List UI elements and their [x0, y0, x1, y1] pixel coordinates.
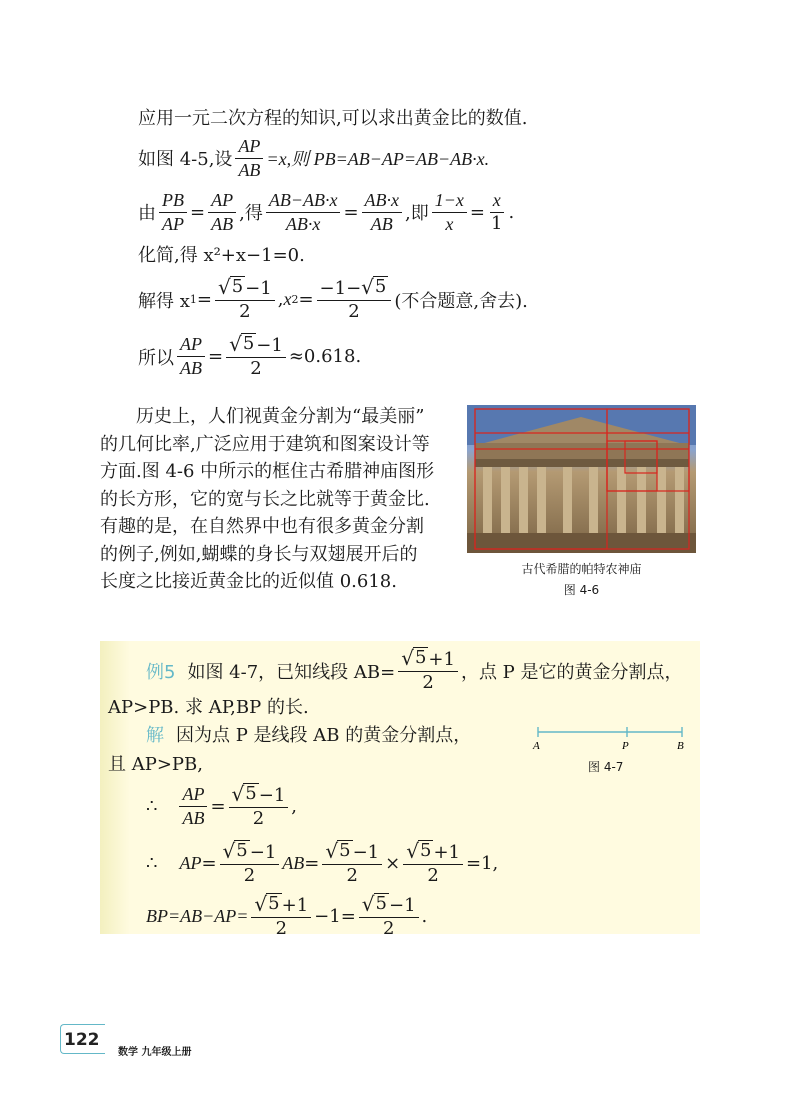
solution-line-2 — [108, 750, 203, 776]
line2-prefix: 如图 4-5,设 — [138, 149, 233, 171]
golden-ratio-fraction-5: √ 5 −1 2 — [359, 893, 419, 940]
solution-line-2-text: 且 AP>PB, — [108, 754, 203, 775]
example-question-line-2 — [108, 693, 309, 719]
example-label: 例5 — [146, 661, 176, 683]
line6-prefix: 所以 — [138, 347, 174, 369]
question-part-1: 如图 4-7，已知线段 AB= — [187, 661, 396, 683]
therefore-symbol: ∴ — [146, 853, 158, 875]
root-x2: −1− √ 5 2 — [317, 276, 392, 323]
ab-length-fraction: √ 5 +1 2 — [398, 647, 458, 694]
fraction-pb-ap: $\frac{PB}{AP}$ — [159, 190, 187, 234]
question-part-2: ，点 P 是它的黄金分割点， — [460, 661, 683, 683]
derivation-line-6: 所以 $\frac{AP}{AB}$ = √ 5 −1 2 ≈0.618. — [138, 331, 362, 380]
book-title: 数学 九年级上册 — [118, 1047, 192, 1058]
history-line: 有趣的是，在自然界中也有很多黄金分割 — [100, 516, 424, 537]
solution-line-1 — [146, 721, 471, 747]
solution-line-1-text: 因为点 P 是线段 AB 的黄金分割点， — [176, 725, 472, 746]
therefore-symbol: ∴ — [146, 796, 158, 818]
line4-text: 化简,得 x²+x−1=0. — [138, 245, 305, 266]
fraction-x-1: $\frac{x}{1}$ — [491, 190, 503, 234]
figure-4-6-label: 图 4-6 — [563, 583, 600, 597]
line5-prefix: 解得 x — [138, 290, 190, 312]
fraction-abx-ab: $\frac{AB\cdot x}{AB}$ — [362, 190, 402, 234]
history-paragraph — [100, 403, 450, 596]
parthenon-illustration — [467, 405, 696, 553]
fraction-ap-ab: $\frac{AP}{AB}$ — [235, 136, 263, 180]
page-number: 122 — [64, 1030, 100, 1050]
golden-ratio-fraction-4: √ 5 −1 2 — [322, 840, 382, 887]
derivation-line-4 — [138, 241, 305, 267]
history-line: 的长方形，它的宽与长之比就等于黄金比. — [100, 488, 430, 510]
line3-prefix: 由 — [138, 203, 156, 225]
history-line: 历史上，人们视黄金分割为“最美丽” — [136, 406, 425, 427]
history-line: 方面.图 4-6 中所示的框住古希腊神庙图形 — [100, 461, 435, 482]
solution-step-3: BP=AB−AP= √ 5 +1 2 −1= √ 5 −1 2 . — [146, 891, 428, 940]
photo-caption: 古代希腊的帕特农神庙 — [521, 562, 642, 576]
derivation-line-2 — [138, 136, 489, 180]
golden-ratio-fraction-3: √ 5 −1 2 — [220, 840, 280, 887]
derivation-line-3: 由 $\frac{PB}{AP}$ = $\frac{AP}{AB}$ ,得 $\frac{AB-AB\cdot x}{AB\cdot x}$ = $\frac{AB\cdot x}{AB}$ ,即 $\frac{1-x}{x}$ = $\frac{x}{1}$ . — [138, 190, 515, 234]
line6-result: ≈0.618. — [288, 346, 362, 368]
history-line: 的几何比率,广泛应用于建筑和图案设计等 — [100, 433, 430, 455]
segment-ab-figure — [530, 724, 690, 754]
point-a-label: A — [533, 740, 540, 752]
ab-length-fraction-2: √ 5 +1 2 — [403, 840, 463, 887]
line2-equation: =x,则 PB=AB−AP=AB−AB·x. — [266, 149, 490, 170]
fraction-1mx-x: $\frac{1-x}{x}$ — [432, 190, 467, 234]
figure-4-7-label: 图 4-7 — [588, 760, 624, 774]
parthenon-photo — [467, 405, 696, 553]
line5-note: (不合题意,舍去). — [394, 290, 528, 312]
golden-ratio-fraction: √ 5 −1 2 — [226, 333, 286, 380]
ab-length-fraction-3: √ 5 +1 2 — [251, 893, 311, 940]
example-question-line-1 — [146, 647, 683, 694]
history-line: 的例子,例如,蝴蝶的身长与双翅展开后的 — [100, 543, 418, 565]
fraction-ap-ab-2: $\frac{AP}{AB}$ — [208, 190, 236, 234]
solution-label: 解 — [146, 725, 164, 746]
fraction-ap-ab-3: $\frac{AP}{AB}$ — [177, 334, 205, 378]
history-line: 长度之比接近黄金比的近似值 0.618. — [100, 571, 397, 592]
derivation-line-5: 解得 x 1 = √ 5 −1 2 , x 2 = −1− √ 5 2 (不合题意,舍去). — [138, 274, 528, 323]
solution-step-1: ∴ $\frac{AP}{AB}$ = √ 5 −1 2 , — [146, 781, 298, 830]
question-line-2: AP>PB. 求 AP,BP 的长. — [108, 697, 309, 718]
point-p-label: P — [622, 740, 629, 752]
fraction-ap-ab-4: $\frac{AP}{AB}$ — [179, 784, 207, 828]
line3-get: ,得 — [239, 203, 263, 225]
fraction-expanded: $\frac{AB-AB\cdot x}{AB\cdot x}$ — [266, 190, 341, 234]
line3-then: ,即 — [405, 203, 429, 225]
intro-line — [138, 104, 527, 130]
intro-text: 应用一元二次方程的知识,可以求出黄金比的数值. — [138, 108, 528, 129]
point-b-label: B — [677, 740, 684, 752]
root-x1: √ 5 −1 2 — [215, 276, 275, 323]
golden-ratio-fraction-2: √ 5 −1 2 — [229, 783, 289, 830]
solution-step-2: ∴ AP = √ 5 −1 2 AB = √ 5 −1 2 × √ 5 +1 2 =1, — [146, 838, 499, 887]
